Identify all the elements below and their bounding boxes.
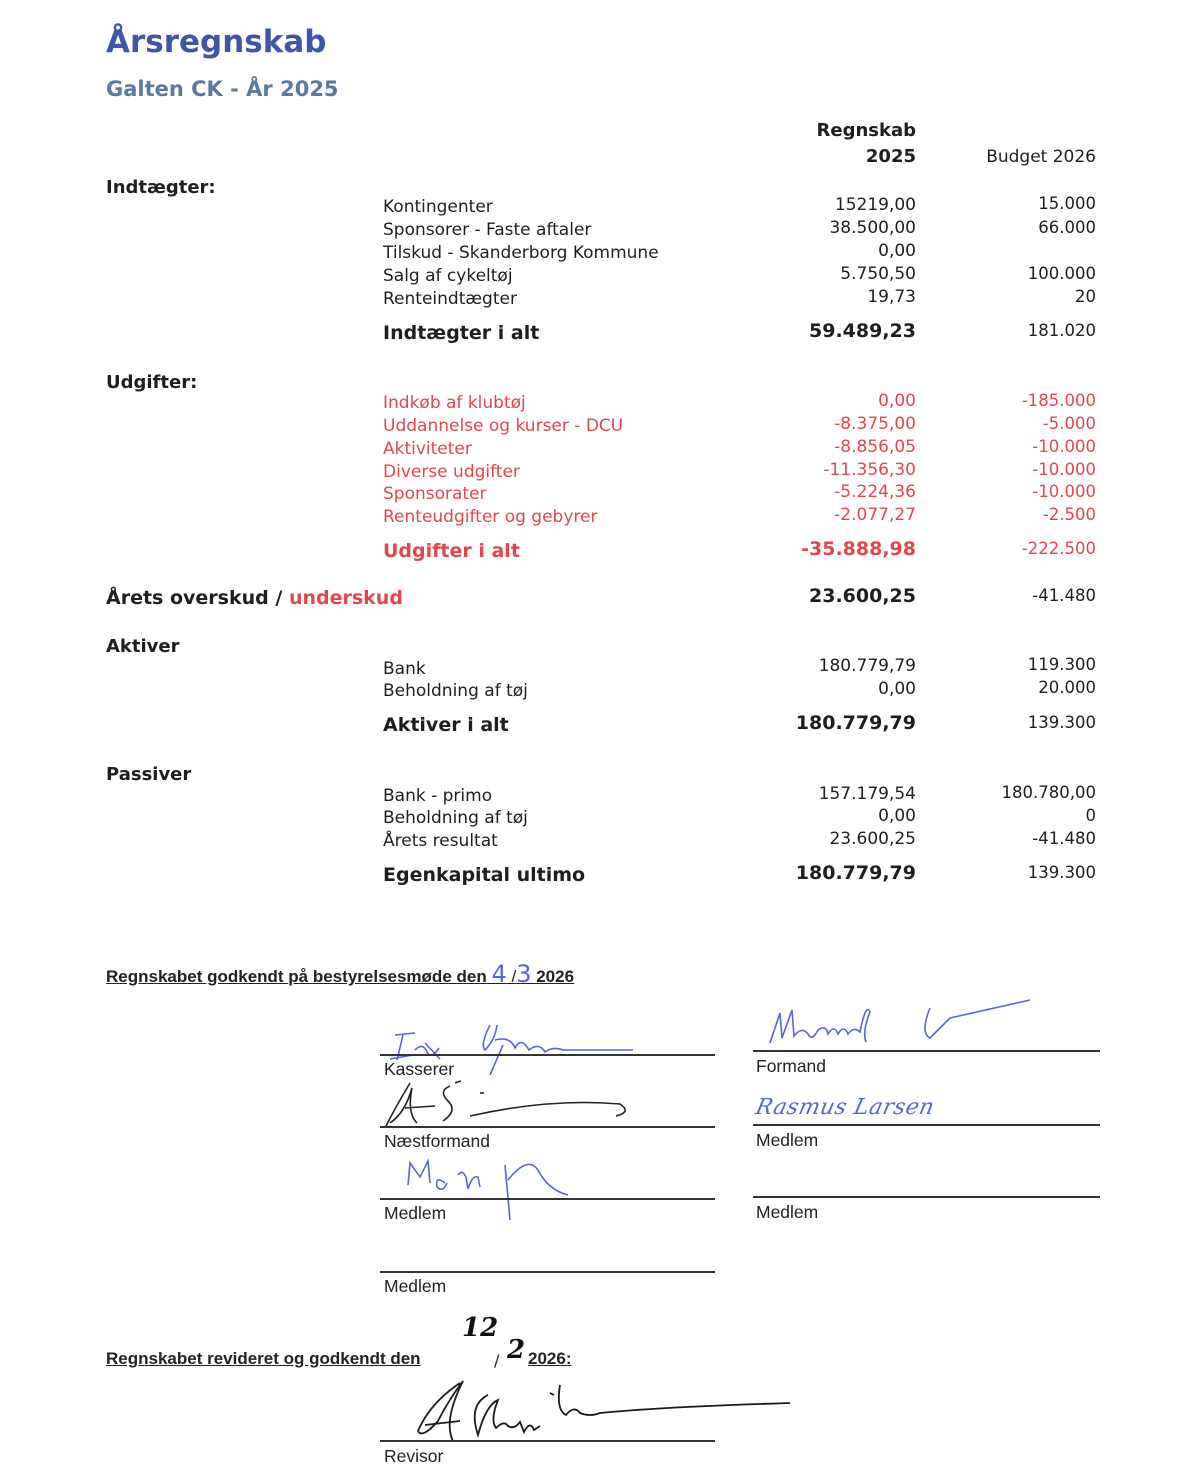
audit-approval-year: 2026: [528, 1349, 572, 1368]
total-label: Egenkapital ultimo [383, 864, 586, 886]
board-approval-year: 2026 [536, 967, 575, 986]
result-separator: / [275, 587, 283, 609]
total-actual: -35.888,98 [801, 538, 916, 560]
signature-line [753, 1050, 1100, 1052]
row-budget: -10.000 [1032, 437, 1096, 456]
row-actual: 19,73 [867, 287, 916, 307]
row-actual: 23.600,25 [829, 829, 916, 849]
row-label: Salg af cykeltøj [383, 266, 513, 286]
result-deficit-label: underskud [288, 587, 403, 609]
board-approval-day: 4 [491, 960, 507, 988]
signature-role-medlem-4: Medlem [756, 1202, 819, 1222]
board-approval-line [106, 960, 574, 988]
row-actual: 15219,00 [834, 195, 916, 215]
column-header-budget: Budget 2026 [986, 147, 1096, 167]
signature-line [753, 1196, 1100, 1198]
row-label: Beholdning af tøj [383, 681, 528, 701]
row-budget: -5.000 [1042, 414, 1096, 433]
row-budget: 15.000 [1038, 194, 1096, 213]
row-label: Bank - primo [383, 786, 493, 806]
row-budget: -185.000 [1021, 391, 1096, 410]
row-budget: 100.000 [1027, 264, 1096, 283]
row-budget: -10.000 [1032, 482, 1096, 501]
row-budget: 20 [1075, 287, 1096, 306]
signature-line [380, 1271, 715, 1273]
signature-role-medlem-2: Medlem [756, 1130, 819, 1150]
board-approval-sep: / [511, 967, 517, 986]
row-budget: 119.300 [1027, 655, 1096, 674]
row-budget: 0 [1085, 806, 1096, 825]
column-header-actual-line2: 2025 [865, 146, 916, 167]
row-actual: 38.500,00 [829, 218, 916, 238]
signature-role-formand: Formand [756, 1056, 827, 1076]
row-label: Sponsorater [383, 484, 487, 504]
row-label: Årets resultat [383, 831, 498, 851]
signature-naestformand-handwriting [380, 1078, 650, 1133]
row-budget: 20.000 [1038, 678, 1096, 697]
signature-role-medlem-1: Medlem [384, 1203, 447, 1223]
row-actual: -5.224,36 [834, 482, 916, 502]
row-actual: -8.375,00 [834, 414, 916, 434]
total-label: Aktiver i alt [383, 714, 509, 736]
result-label [106, 587, 403, 609]
board-approval-text: Regnskabet godkendt på bestyrelsesmøde den [106, 967, 487, 986]
total-actual: 59.489,23 [809, 320, 916, 342]
board-approval-month: 3 [516, 960, 532, 988]
audit-approval-text: Regnskabet revideret og godkendt den [106, 1349, 421, 1368]
row-label: Aktiviteter [383, 439, 472, 459]
row-label: Renteindtægter [383, 289, 517, 309]
row-budget: -2.500 [1042, 505, 1096, 524]
section-heading-assets: Aktiver [106, 636, 180, 657]
total-budget: -222.500 [1021, 539, 1096, 558]
signature-medlem-2-name: Rasmus Larsen [753, 1095, 937, 1120]
section-heading-expenses: Udgifter: [106, 372, 198, 393]
total-actual: 180.779,79 [795, 862, 916, 884]
row-label: Renteudgifter og gebyrer [383, 507, 598, 527]
signature-line [380, 1054, 715, 1056]
audit-approval-month: 2 [507, 1335, 526, 1365]
row-actual: 0,00 [878, 391, 916, 411]
section-heading-income: Indtægter: [106, 177, 216, 198]
signature-revisor-handwriting [410, 1375, 810, 1450]
total-label: Indtægter i alt [383, 322, 540, 344]
signature-formand-handwriting [760, 998, 1040, 1058]
row-label: Kontingenter [383, 197, 493, 217]
signature-role-revisor: Revisor [384, 1446, 444, 1466]
row-budget: -10.000 [1032, 460, 1096, 479]
row-label: Tilskud - Skanderborg Kommune [383, 243, 659, 263]
column-header-actual-line1: Regnskab [816, 120, 916, 141]
row-actual: 157.179,54 [818, 784, 916, 804]
audit-approval-day: 12 [462, 1313, 499, 1343]
result-actual: 23.600,25 [809, 585, 916, 607]
row-actual: 0,00 [878, 806, 916, 826]
total-actual: 180.779,79 [795, 712, 916, 734]
row-label: Indkøb af klubtøj [383, 393, 526, 413]
result-surplus-label: Årets overskud [106, 587, 269, 609]
section-heading-liabilities: Passiver [106, 764, 192, 785]
total-budget: 139.300 [1027, 713, 1096, 732]
row-actual: 5.750,50 [840, 264, 916, 284]
audit-approval-sep: / [494, 1351, 500, 1370]
document-subtitle: Galten CK - År 2025 [106, 77, 339, 101]
row-label: Uddannelse og kurser - DCU [383, 416, 624, 436]
signature-line [753, 1124, 1100, 1126]
signature-role-kasserer: Kasserer [384, 1059, 455, 1079]
row-actual: -2.077,27 [834, 505, 916, 525]
row-budget: 180.780,00 [1001, 783, 1096, 802]
document-title: Årsregnskab [106, 24, 327, 60]
row-label: Diverse udgifter [383, 462, 520, 482]
signature-line [380, 1198, 715, 1200]
total-label: Udgifter i alt [383, 540, 520, 562]
row-actual: 0,00 [878, 679, 916, 699]
signature-line [380, 1126, 715, 1128]
row-actual: -11.356,30 [823, 460, 916, 480]
row-budget: 66.000 [1038, 218, 1096, 237]
row-label: Bank [383, 659, 426, 679]
row-label: Sponsorer - Faste aftaler [383, 220, 592, 240]
audit-approval-line [106, 1349, 421, 1369]
row-label: Beholdning af tøj [383, 808, 528, 828]
row-actual: 0,00 [878, 241, 916, 261]
signature-role-medlem-3: Medlem [384, 1276, 447, 1296]
row-budget: -41.480 [1032, 829, 1096, 848]
row-actual: 180.779,79 [818, 656, 916, 676]
result-budget: -41.480 [1032, 586, 1096, 605]
signature-line [380, 1440, 715, 1442]
row-actual: -8.856,05 [834, 437, 916, 457]
signature-role-naestformand: Næstformand [384, 1131, 491, 1151]
total-budget: 181.020 [1027, 321, 1096, 340]
total-budget: 139.300 [1027, 863, 1096, 882]
